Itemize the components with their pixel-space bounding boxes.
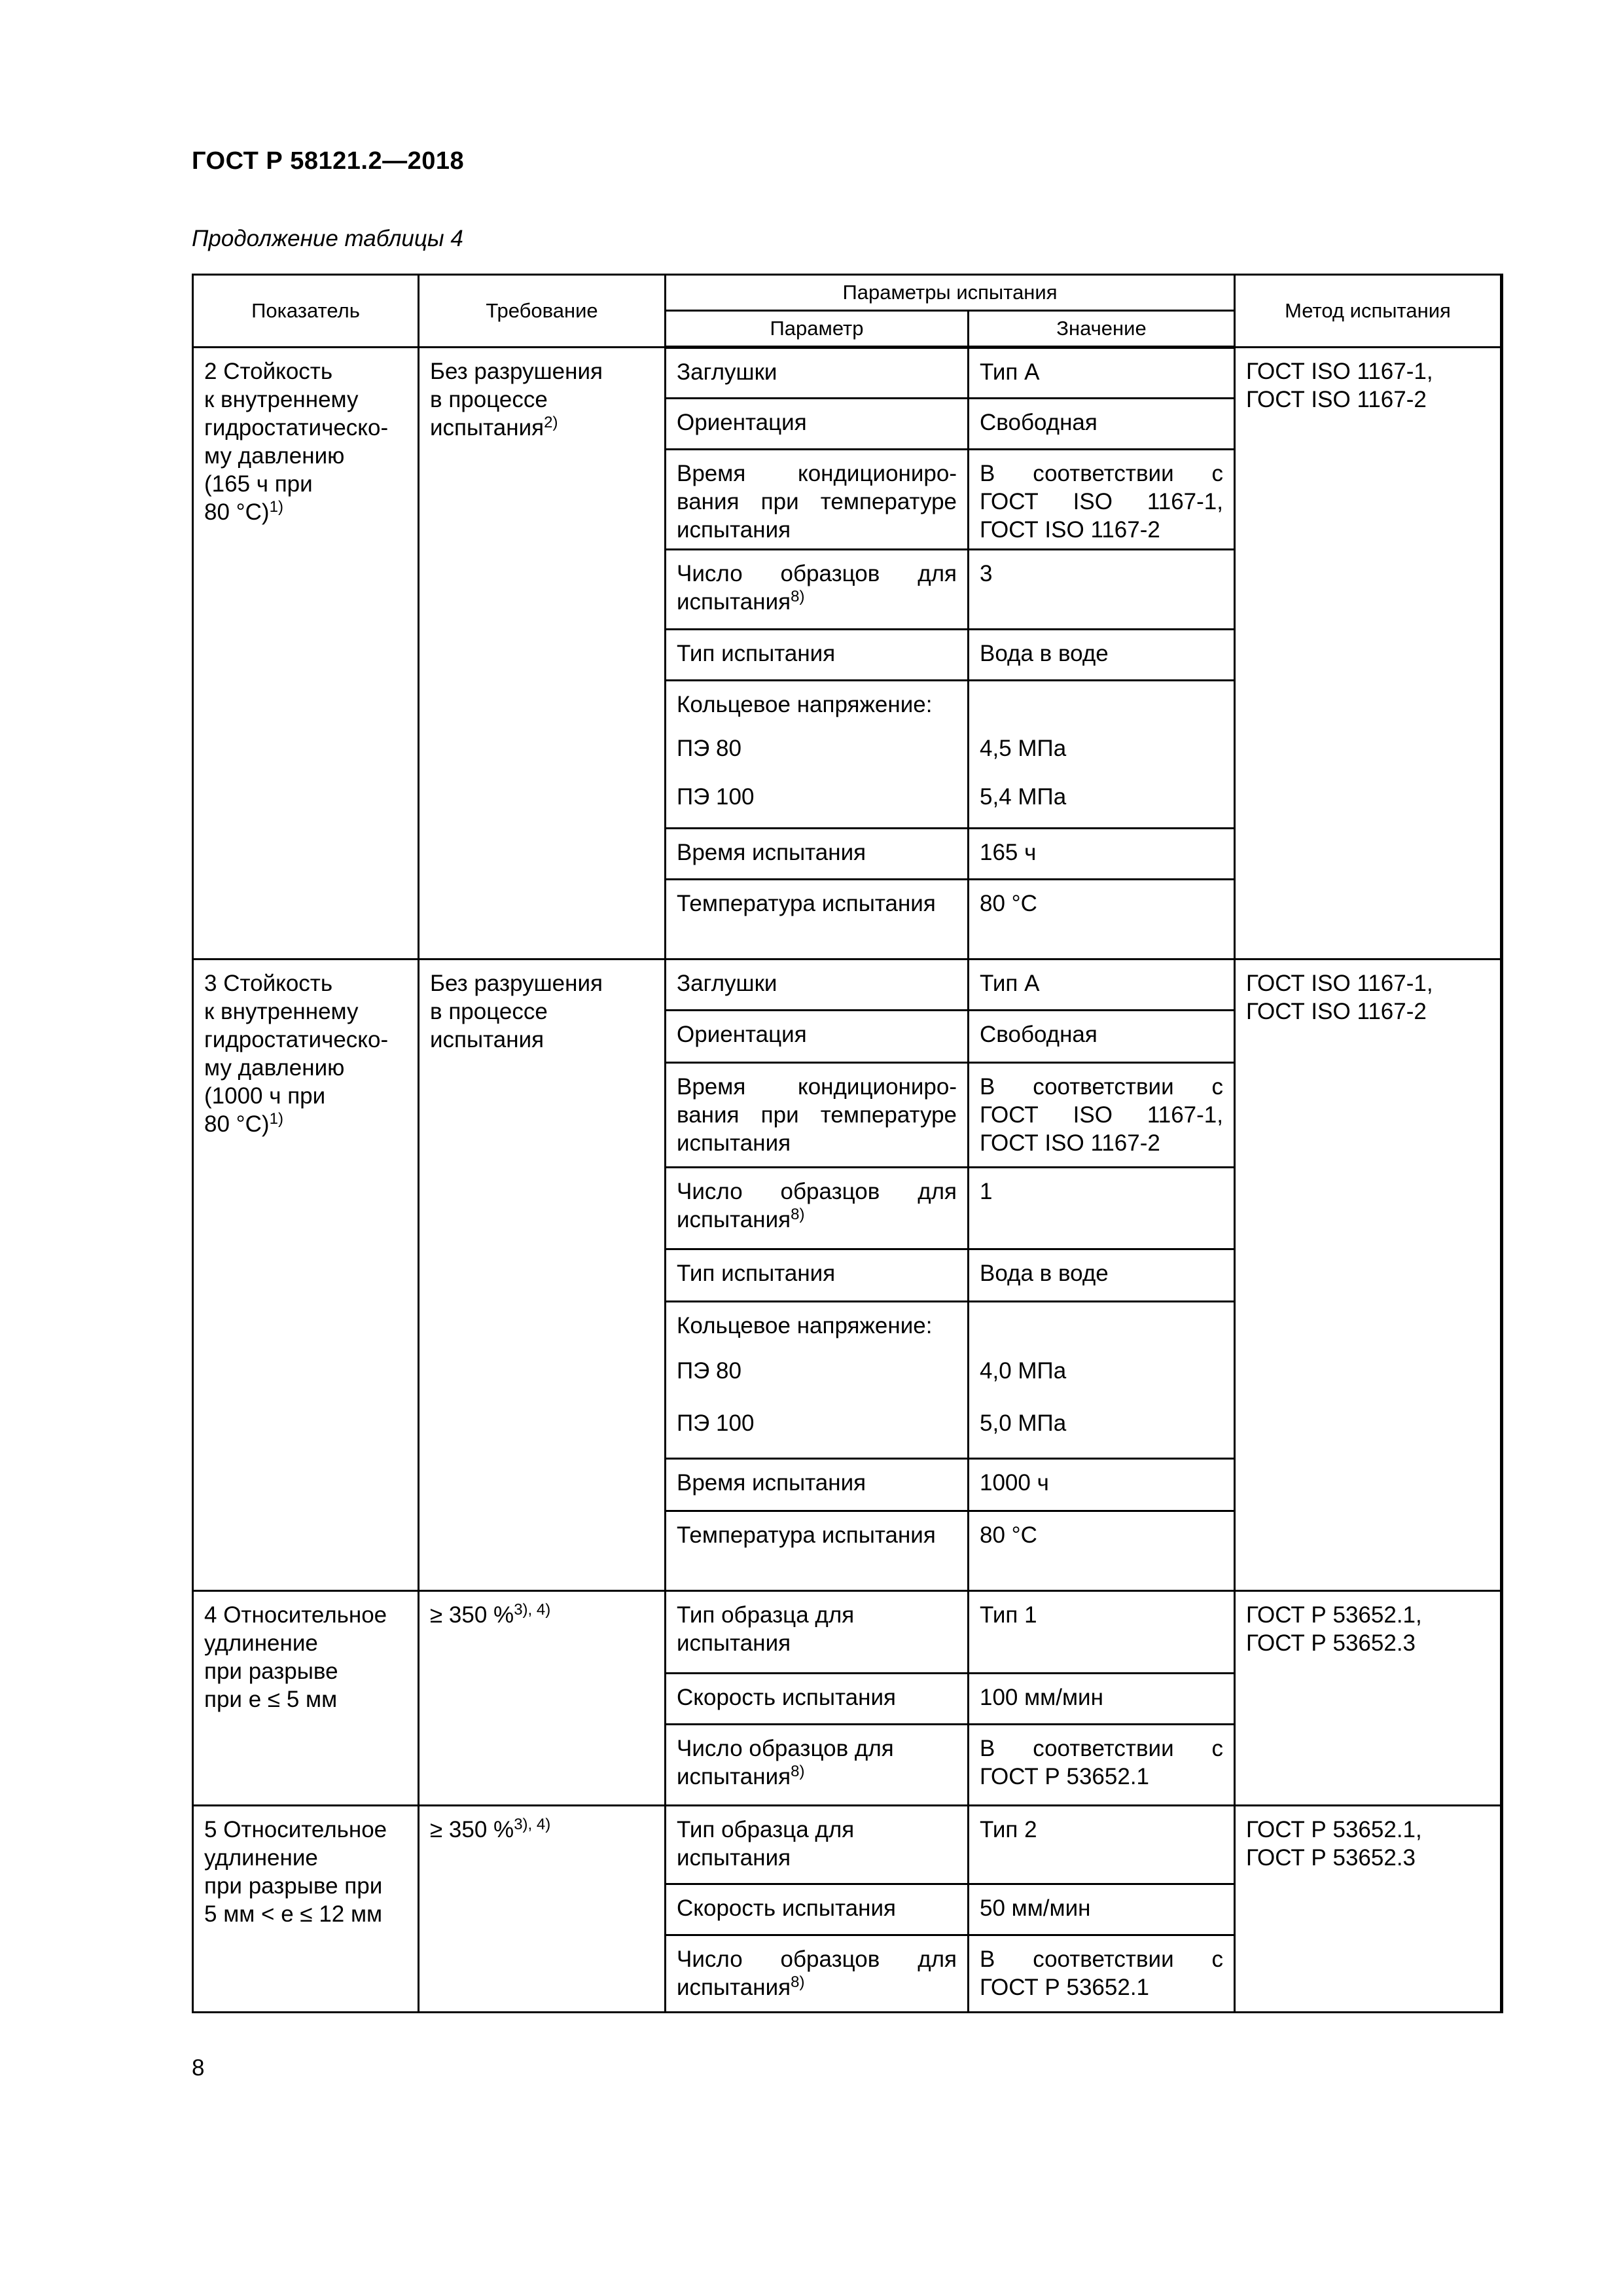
indicator-cell: 5 Относительное удлинение при разрыве при 5 мм < e ≤ 12 мм [193, 1806, 419, 2013]
parameter-cell: Заглушки [666, 348, 969, 399]
document-header: ГОСТ Р 58121.2—2018 [192, 147, 465, 175]
value-cell: 5,0 МПа [969, 1407, 1235, 1459]
value-cell: 1000 ч [969, 1459, 1235, 1511]
value-cell: Вода в воде [969, 1249, 1235, 1302]
parameter-cell: Тип образца для испытания [666, 1806, 969, 1884]
table-caption: Продолжение таблицы 4 [192, 226, 463, 251]
value-cell: Вода в воде [969, 630, 1235, 681]
value-cell: Тип А [969, 348, 1235, 399]
parameter-cell: Число образцов для испытания$^{8)}$ [666, 550, 969, 630]
value-cell: 100 мм/мин [969, 1674, 1235, 1725]
value-cell: В соответствии с ГОСТ ISO 1167-1, ГОСТ ISO 1167-2 [969, 450, 1235, 550]
value-cell: 165 ч [969, 829, 1235, 880]
value-cell: В соответствии с ГОСТ Р 53652.1 [969, 1725, 1235, 1806]
value-cell: 80 °С [969, 880, 1235, 960]
method-cell: ГОСТ Р 53652.1, ГОСТ Р 53652.3 [1235, 1591, 1502, 1806]
header-value: Значение [969, 311, 1235, 348]
footnote-ref: 3), 4) [514, 1601, 551, 1619]
value-cell: 4,5 МПа [969, 732, 1235, 780]
parameter-cell: Время испытания [666, 1459, 969, 1511]
page-number: 8 [192, 2055, 205, 2081]
table-group [193, 1591, 1502, 1806]
value-cell [969, 1302, 1235, 1354]
method-cell: ГОСТ ISO 1167-1, ГОСТ ISO 1167-2 [1235, 348, 1502, 960]
method-cell: ГОСТ Р 53652.1, ГОСТ Р 53652.3 [1235, 1806, 1502, 2013]
parameter-cell: Ориентация [666, 1011, 969, 1063]
value-cell: 80 °С [969, 1511, 1235, 1591]
value-cell: 50 мм/мин [969, 1884, 1235, 1935]
footnote-ref: 2) [544, 414, 558, 431]
footnote-ref: 1) [269, 498, 283, 516]
value-cell [969, 681, 1235, 732]
requirement-cell: Без разрушения в процессе испытания [419, 960, 666, 1591]
parameter-cell: ПЭ 100 [666, 1407, 969, 1459]
parameter-cell: Число образцов для испытания$^{8)}$ [666, 1725, 969, 1806]
value-cell: Тип А [969, 960, 1235, 1011]
footnote-ref: 1) [269, 1110, 283, 1128]
parameter-cell: Скорость испытания [666, 1884, 969, 1935]
parameter-cell: Время кондициониро-вания при температуре испытания [666, 1063, 969, 1168]
specification-table [192, 274, 1503, 2013]
header-requirement: Требование [419, 275, 666, 348]
value-cell: Тип 2 [969, 1806, 1235, 1884]
indicator-cell: 2 Стойкость к внутреннему гидростатическо- му давлению (165 ч при 80 °С)$^{1)}$ [193, 348, 419, 960]
parameter-cell: Скорость испытания [666, 1674, 969, 1725]
parameter-cell: Температура испытания [666, 880, 969, 960]
parameter-cell: Число образцов для испытания$^{8)}$ [666, 1168, 969, 1249]
header-indicator: Показатель [193, 275, 419, 348]
footnote-ref: 3), 4) [514, 1816, 551, 1833]
parameter-cell: Время кондициониро-вания при температуре испытания [666, 450, 969, 550]
parameter-cell: Тип образца для испытания [666, 1591, 969, 1674]
requirement-cell: Без разрушения в процессе испытания$^{2)}$ [419, 348, 666, 960]
table-group [193, 348, 1502, 960]
parameter-cell: Ориентация [666, 399, 969, 450]
value-cell: Тип 1 [969, 1591, 1235, 1674]
parameter-cell: Число образцов для испытания$^{8)}$ [666, 1935, 969, 2013]
value-cell: В соответствии с ГОСТ Р 53652.1 [969, 1935, 1235, 2013]
table-group [193, 1806, 1502, 2013]
value-cell: Свободная [969, 1011, 1235, 1063]
parameter-cell: Время испытания [666, 829, 969, 880]
value-cell: 5,4 МПа [969, 780, 1235, 829]
indicator-cell: 3 Стойкость к внутреннему гидростатическо- му давлению (1000 ч при 80 °С)$^{1)}$ [193, 960, 419, 1591]
requirement-cell: ≥ 350 %$^{3), 4)}$ [419, 1591, 666, 1806]
parameter-cell: Тип испытания [666, 1249, 969, 1302]
parameter-cell: ПЭ 100 [666, 780, 969, 829]
parameter-cell: ПЭ 80 [666, 732, 969, 780]
value-cell: 1 [969, 1168, 1235, 1249]
parameter-cell: Заглушки [666, 960, 969, 1011]
parameter-cell: ПЭ 80 [666, 1354, 969, 1407]
value-cell: 4,0 МПа [969, 1354, 1235, 1407]
table-group [193, 960, 1502, 1591]
parameter-cell: Кольцевое напряжение: [666, 1302, 969, 1354]
parameter-cell: Температура испытания [666, 1511, 969, 1591]
indicator-cell: 4 Относительное удлинение при разрыве при e ≤ 5 мм [193, 1591, 419, 1806]
parameter-cell: Кольцевое напряжение: [666, 681, 969, 732]
requirement-cell: ≥ 350 %$^{3), 4)}$ [419, 1806, 666, 2013]
parameter-cell: Тип испытания [666, 630, 969, 681]
method-cell: ГОСТ ISO 1167-1, ГОСТ ISO 1167-2 [1235, 960, 1502, 1591]
value-cell: 3 [969, 550, 1235, 630]
value-cell: В соответствии с ГОСТ ISO 1167-1, ГОСТ ISO 1167-2 [969, 1063, 1235, 1168]
footnote-ref: 8) [791, 1206, 805, 1223]
header-test-parameters: Параметры испытания [666, 275, 1235, 311]
footnote-ref: 8) [791, 1973, 805, 1991]
header-parameter: Параметр [666, 311, 969, 348]
header-test-method: Метод испытания [1235, 275, 1502, 348]
footnote-ref: 8) [791, 588, 805, 605]
footnote-ref: 8) [791, 1763, 805, 1780]
value-cell: Свободная [969, 399, 1235, 450]
